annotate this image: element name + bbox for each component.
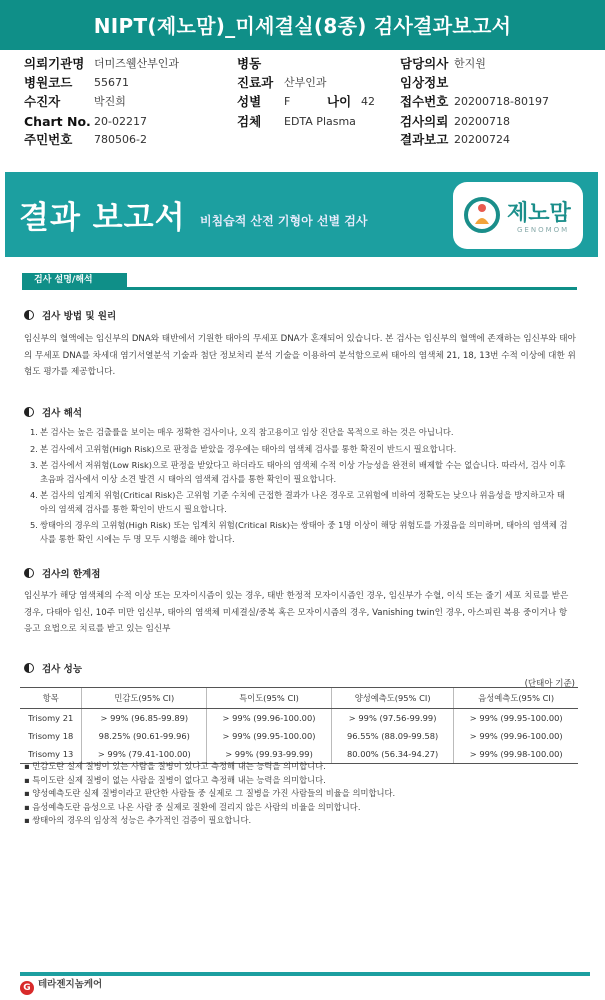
column-header: 특이도(95% CI) (207, 688, 332, 709)
section-bar (22, 273, 577, 290)
list-item: 2. 본 검사에서 고위험(High Risk)으로 판정을 받았을 경우에는 태아의 염색체 검사를 통한 확진이 반드시 필요합니다. (30, 443, 457, 454)
result-banner (5, 172, 598, 257)
clinical-label: 임상정보 (400, 75, 449, 90)
table-cell: > 99% (99.96-100.00) (207, 709, 332, 728)
company-name: 테라젠지놈케어 (38, 979, 103, 990)
limits-heading: 검사의 한계점 (24, 566, 100, 580)
company-logo-icon: G (20, 981, 34, 995)
table-cell: 96.55% (88.09-99.58) (331, 727, 454, 745)
table-cell: > 99% (99.93-99.99) (207, 745, 332, 764)
list-item: 4. 본 검사의 임계치 위험(Critical Risk)은 고위험 기준 수치에 근접한 결과가 나온 경우로 고위험에 비하여 정확도는 낮으나 위음성을 방지하고자 태아의 염색체 검사를 통한 확인이 반드시 필요합니다. (30, 490, 565, 514)
dept-label: 진료과 (237, 75, 274, 90)
performance-table (20, 687, 578, 764)
institution-label: 의뢰기관명 (24, 56, 85, 71)
section-tab: 검사 설명/해석 (22, 273, 127, 287)
report-date-label: 결과보고 (400, 132, 449, 147)
institution-value: 더미즈웰산부인과 (94, 57, 180, 70)
table-row (20, 727, 578, 745)
age-value: 42 (361, 95, 375, 108)
resident-value: 780506-2 (94, 133, 147, 146)
ward-label: 병동 (237, 56, 262, 71)
performance-heading: 검사 성능 (24, 661, 82, 675)
list-item: ▪ 민감도란 실제 질병이 있는 사람을 질병이 있다고 측정해 내는 능력을 의미합니다. (24, 760, 584, 774)
method-heading: 검사 방법 및 원리 (24, 308, 116, 322)
chart-value: 20-02217 (94, 115, 147, 128)
list-item: ▪ 양성예측도란 실제 질병이라고 판단한 사람들 중 실제로 그 질병을 가진 사람들의 비율을 의미합니다. (24, 787, 584, 801)
column-header: 민감도(95% CI) (82, 688, 207, 709)
interpretation-heading: 검사 해석 (24, 405, 82, 419)
list-item: ▪ 특이도란 실제 질병이 없는 사람을 질병이 없다고 측정해 내는 능력을 의미합니다. (24, 774, 584, 788)
footer-divider (20, 972, 590, 976)
unit-note: (단태아 기준) (524, 679, 575, 689)
hospital-code-value: 55671 (94, 76, 129, 89)
logo-name: 제노맘 (507, 201, 571, 226)
table-cell: > 99% (99.98-100.00) (454, 745, 578, 764)
table-cell: > 99% (96.85-99.89) (82, 709, 207, 728)
request-value: 20200718 (454, 115, 510, 128)
request-label: 검사의뢰 (400, 114, 449, 129)
table-cell: Trisomy 13 (20, 745, 82, 764)
specimen-label: 검체 (237, 114, 262, 129)
dept-value: 산부인과 (284, 76, 327, 89)
doctor-label: 담당의사 (400, 56, 449, 71)
half-circle-icon (24, 663, 34, 673)
specimen-value: EDTA Plasma (284, 115, 356, 128)
sex-label: 성별 (237, 94, 262, 109)
receipt-value: 20200718-80197 (454, 95, 549, 108)
footer-logo (20, 976, 102, 995)
table-cell: 98.25% (90.61-99.96) (82, 727, 207, 745)
collector-value: 박진희 (94, 95, 126, 108)
receipt-label: 접수번호 (400, 94, 449, 109)
half-circle-icon (24, 568, 34, 578)
half-circle-icon (24, 310, 34, 320)
half-circle-icon (24, 407, 34, 417)
table-cell: > 99% (99.95-100.00) (207, 727, 332, 745)
table-row (20, 709, 578, 728)
column-header: 항목 (20, 688, 82, 709)
list-item: ▪ 쌍태아의 경우의 임상적 성능은 추가적인 검증이 필요합니다. (24, 814, 584, 828)
sex-value: F (284, 95, 291, 108)
list-item: ▪ 음성예측도란 음성으로 나온 사람 중 실제로 질환에 걸리지 않은 사람의 비율을 의미합니다. (24, 801, 584, 815)
report-title: NIPT(제노맘)_미세결실(8종) 검사결과보고서 (93, 14, 512, 38)
list-item: 3. 본 검사에서 저위험(Low Risk)으로 판정을 받았다고 하더라도 태아의 염색체 수적 이상 가능성을 완전히 배제할 수는 없습니다. 따라서, 검사 이후 초음파 검사에서 이상 소견 발견 시 태아의 염색체 검사를 통한 확인이 필요합니다. (30, 460, 566, 484)
genomom-mark-icon (463, 196, 501, 234)
logo-en: GENOMOM (517, 226, 570, 234)
report-header (0, 0, 605, 50)
chart-label: Chart No. (24, 114, 91, 129)
method-text: 임신부의 혈액에는 임신부의 DNA와 태반에서 기원한 태아의 무세포 DNA가 혼재되어 있습니다. 본 검사는 임신부의 혈액에 존재하는 임신부와 태아의 무세포 DNA를 차세대 염기서열분석 기술과 첨단 정보처리 분석 기술을 이용하여 분석함으로써 태아의 염색체 21, 18, 13번 수적 이상에 대한 위험도 평가를 제공합니다. (24, 334, 576, 377)
limits-text: 임신부가 해당 염색체의 수적 이상 또는 모자이시즘이 있는 경우, 태반 한정적 모자이시즘인 경우, 임신부가 수혈, 이식 또는 줄기 세포 치료를 받은 경우, 다태아 임신, 10주 미만 임신부, 태아의 염색체 미세결실/중복 혹은 모자이시즘의 경우, Vanishing twin인 경우, 아스피린 복용 중이거나 항 응고 요법으로 치료를 받고 있는 임신부 (24, 591, 569, 634)
doctor-value: 한지원 (454, 57, 486, 70)
interpretation-list (30, 426, 570, 549)
table-cell: 80.00% (56.34-94.27) (331, 745, 454, 764)
performance-notes (24, 760, 584, 828)
resident-label: 주민번호 (24, 132, 73, 147)
column-header: 음성예측도(95% CI) (454, 688, 578, 709)
report-date-value: 20200724 (454, 133, 510, 146)
age-label: 나이 (327, 94, 352, 109)
table-cell: Trisomy 18 (28, 731, 74, 741)
table-cell: Trisomy 21 (28, 713, 74, 723)
hospital-code-label: 병원코드 (24, 75, 73, 90)
column-header: 양성예측도(95% CI) (331, 688, 454, 709)
table-cell: > 99% (79.41-100.00) (82, 745, 207, 764)
table-cell: > 99% (99.95-100.00) (454, 709, 578, 728)
banner-subtitle: 비침습적 산전 기형아 선별 검사 (200, 214, 368, 228)
list-item: 1. 본 검사는 높은 검출률을 보이는 매우 정확한 검사이나, 오직 참고용이고 임상 진단을 목적으로 하는 것은 아닙니다. (30, 427, 454, 437)
table-cell: > 99% (99.96-100.00) (454, 727, 578, 745)
banner-title: 결과 보고서 (19, 200, 186, 236)
collector-label: 수진자 (24, 94, 61, 109)
list-item: 5. 쌍태아의 경우의 고위험(High Risk) 또는 임계치 위험(Critical Risk)는 쌍태아 중 1명 이상이 해당 위험도를 가졌음을 의미하며, 태아의 염색체 검사를 통한 확인 시에는 두 명 모두 시행을 해야 합니다. (30, 520, 568, 544)
table-header-row (20, 688, 578, 709)
table-cell: > 99% (97.56-99.99) (331, 709, 454, 728)
genomom-logo (453, 182, 583, 249)
